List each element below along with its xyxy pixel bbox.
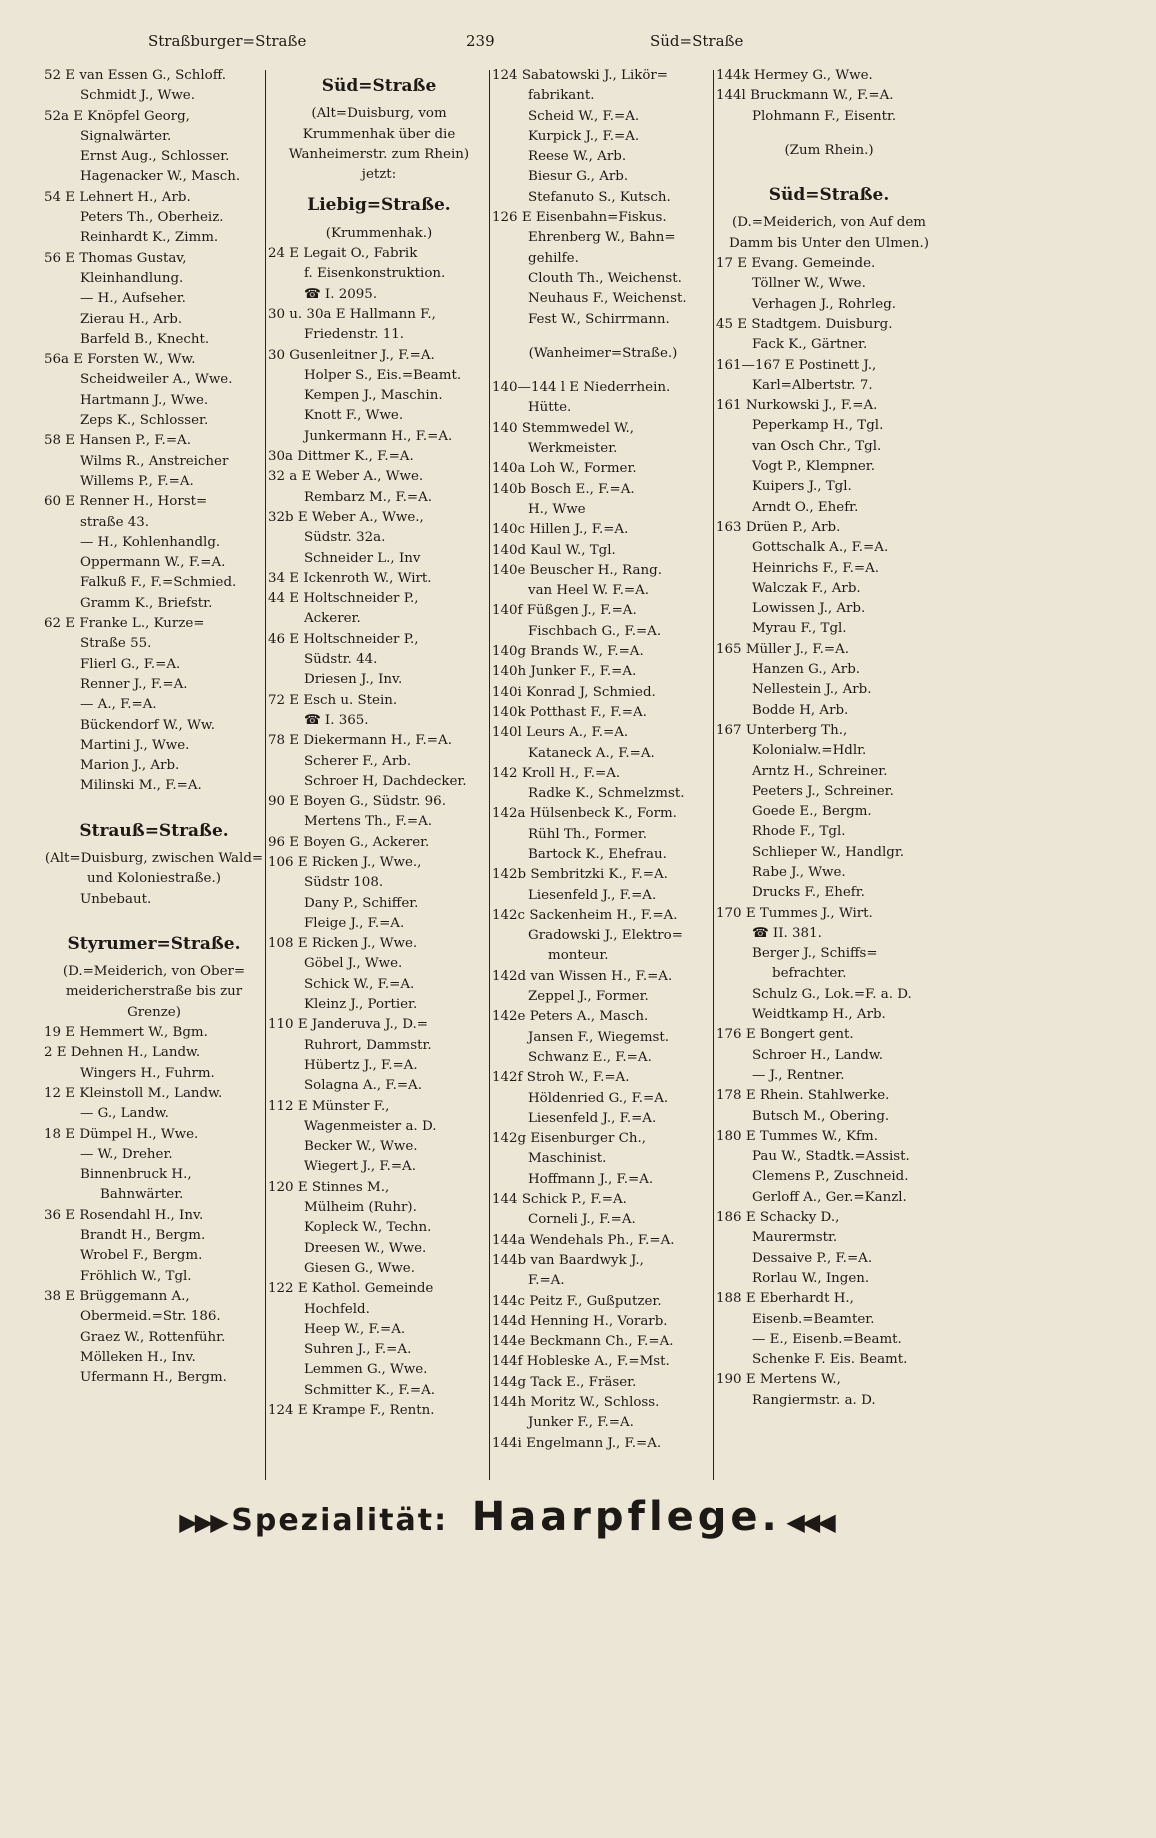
directory-entry: 140h Junker F., F.=A. — [492, 664, 637, 680]
directory-entry: Biesur G., Arb. — [528, 169, 629, 185]
directory-entry: gehilfe. — [528, 250, 579, 266]
directory-entry: Neuhaus F., Weichenst. — [528, 291, 687, 307]
directory-entry: Straße 55. — [80, 636, 152, 652]
directory-entry: 144k Hermey G., Wwe. — [716, 68, 873, 83]
directory-entry: 180 E Tummes W., Kfm. — [716, 1128, 878, 1144]
directory-entry: 142d van Wissen H., F.=A. — [492, 968, 673, 984]
directory-entry: Walczak F., Arb. — [752, 580, 861, 596]
directory-entry: Ehrenberg W., Bahn= — [528, 230, 676, 246]
directory-entry: Kurpick J., F.=A. — [528, 128, 640, 144]
directory-entry: Arndt O., Ehefr. — [752, 499, 859, 515]
directory-entry: Wingers H., Fuhrm. — [80, 1065, 215, 1081]
directory-entry: Mertens Th., F.=A. — [304, 814, 433, 830]
directory-entry: 140f Füßgen J., F.=A. — [492, 603, 637, 619]
directory-entry: H., Wwe — [528, 501, 586, 517]
directory-entry: Plohmann F., Eisentr. — [752, 108, 897, 124]
directory-entry: 144d Henning H., Vorarb. — [492, 1313, 668, 1329]
banner-slogan: Haarpflege. — [471, 1494, 781, 1540]
directory-entry: befrachter. — [772, 966, 847, 982]
directory-entry: 106 E Ricken J., Wwe., — [268, 854, 422, 870]
directory-entry: Südstr. 32a. — [304, 530, 386, 546]
directory-entry: Ruhrort, Dammstr. — [304, 1037, 432, 1053]
directory-entry: Rorlau W., Ingen. — [752, 1270, 870, 1286]
directory-entry: 178 E Rhein. Stahlwerke. — [716, 1088, 890, 1104]
directory-entry: Pau W., Stadtk.=Assist. — [752, 1149, 910, 1165]
directory-entry: Ernst Aug., Schlosser. — [80, 149, 230, 165]
directory-entry: 56a E Forsten W., Ww. — [44, 352, 196, 368]
directory-entry: 56 E Thomas Gustav, — [44, 250, 187, 266]
directory-entry: Scherer F., Arb. — [304, 753, 412, 769]
street-note: (D.=Meiderich, von Auf dem Damm bis Unter den Ulmen.) — [729, 215, 929, 251]
directory-entry: — J., Rentner. — [752, 1067, 845, 1083]
directory-entry: 142 Kroll H., F.=A. — [492, 765, 621, 781]
directory-entry: Eisenb.=Beamter. — [752, 1311, 875, 1327]
directory-entry: Scheidweiler A., Wwe. — [80, 372, 233, 388]
directory-entry: 126 E Eisenbahn=Fiskus. — [492, 210, 667, 226]
directory-entry: 190 E Mertens W., — [716, 1372, 841, 1388]
directory-entry: Hütte. — [528, 400, 572, 416]
directory-entry: — G., Landw. — [80, 1106, 169, 1122]
directory-entry: Myrau F., Tgl. — [752, 621, 847, 637]
directory-entry: Bahnwärter. — [100, 1187, 184, 1203]
directory-entry: 32b E Weber A., Wwe., — [268, 509, 424, 525]
directory-entry: 36 E Rosendahl H., Inv. — [44, 1207, 204, 1223]
directory-entry: Ackerer. — [304, 611, 361, 627]
directory-entry: Maurermstr. — [752, 1230, 838, 1246]
directory-entry: 52a E Knöpfel Georg, — [44, 108, 190, 124]
directory-entry: Fröhlich W., Tgl. — [80, 1268, 192, 1284]
directory-entry: Hagenacker W., Masch. — [80, 169, 241, 185]
street-heading: Liebig=Straße. — [307, 195, 451, 216]
directory-entry: Zeps K., Schlosser. — [80, 413, 209, 429]
directory-entry: Radke K., Schmelzmst. — [528, 786, 685, 802]
directory-entry: F.=A. — [528, 1273, 565, 1289]
directory-entry: 161—167 E Postinett J., — [716, 357, 877, 373]
directory-entry: Hübertz J., F.=A. — [304, 1057, 418, 1073]
directory-entry: Schwanz E., F.=A. — [528, 1049, 652, 1065]
spacer — [492, 330, 714, 344]
directory-entry: Höldenried G., F.=A. — [528, 1090, 669, 1106]
directory-entry: Kleinhandlung. — [80, 270, 184, 286]
directory-entry: Fischbach G., F.=A. — [528, 623, 662, 639]
directory-entry: ☎ I. 365. — [304, 712, 369, 728]
directory-entry: Schmitter K., F.=A. — [304, 1382, 436, 1398]
column-3 — [492, 66, 714, 1484]
directory-entry: 144 Schick P., F.=A. — [492, 1192, 627, 1208]
directory-entry: 140e Beuscher H., Rang. — [492, 562, 662, 578]
directory-entry: Bodde H, Arb. — [752, 702, 849, 718]
ornament-right: ◀◀◀ — [786, 1508, 833, 1536]
directory-entry: 18 E Dümpel H., Wwe. — [44, 1126, 199, 1142]
directory-entry: Kempen J., Maschin. — [304, 388, 443, 404]
directory-entry: Verhagen J., Rohrleg. — [752, 296, 897, 312]
directory-entry: 12 E Kleinstoll M., Landw. — [44, 1085, 223, 1101]
directory-entry: Friedenstr. 11. — [304, 327, 405, 343]
directory-entry: Göbel J., Wwe. — [304, 956, 403, 972]
directory-entry: Gerloff A., Ger.=Kanzl. — [752, 1189, 907, 1205]
page-number: 239 — [466, 32, 495, 50]
directory-entry: Hochfeld. — [304, 1301, 370, 1317]
directory-entry: Schroer H., Landw. — [752, 1047, 883, 1063]
directory-entry: — W., Dreher. — [80, 1146, 173, 1162]
directory-entry: Goede E., Bergm. — [752, 804, 872, 820]
ornament-left: ▶▶▶ — [179, 1508, 226, 1536]
directory-entry: 167 Unterberg Th., — [716, 722, 848, 738]
directory-entry: 163 Drüen P., Arb. — [716, 519, 841, 535]
directory-entry: Stefanuto S., Kutsch. — [528, 189, 671, 205]
directory-entry: Kleinz J., Portier. — [304, 997, 418, 1013]
directory-entry: Signalwärter. — [80, 128, 172, 144]
directory-entry: Dany P., Schiffer. — [304, 895, 419, 911]
directory-entry: 110 E Janderuva J., D.= — [268, 1017, 428, 1033]
directory-entry: Zeppel J., Former. — [528, 989, 649, 1005]
directory-entry: Schneider L., Inv — [304, 550, 421, 566]
directory-entry: Clouth Th., Weichenst. — [528, 270, 682, 286]
directory-entry: Brandt H., Bergm. — [80, 1228, 206, 1244]
directory-entry: Schlieper W., Handlgr. — [752, 844, 905, 860]
street-note: (D.=Meiderich, von Ober= meidericherstraße bis zur Grenze) — [62, 964, 246, 1020]
directory-entry: 44 E Holtschneider P., — [268, 591, 419, 607]
directory-entry: Karl=Albertstr. 7. — [752, 377, 873, 393]
directory-entry: Becker W., Wwe. — [304, 1139, 418, 1155]
directory-entry: Lowissen J., Arb. — [752, 601, 866, 617]
directory-entry: 30a Dittmer K., F.=A. — [268, 449, 414, 465]
directory-entry: 62 E Franke L., Kurze= — [44, 616, 205, 632]
directory-entry: 124 E Krampe F., Rentn. — [268, 1403, 435, 1418]
street-note: (Zum Rhein.) — [784, 142, 874, 158]
directory-entry: Nellestein J., Arb. — [752, 682, 872, 698]
directory-entry: Rühl Th., Former. — [528, 826, 648, 842]
directory-entry: 144e Beckmann Ch., F.=A. — [492, 1334, 674, 1350]
directory-entry: Fest W., Schirrmann. — [528, 311, 670, 327]
column-rule — [489, 70, 490, 1480]
directory-entry: Vogt P., Klempner. — [752, 459, 875, 475]
directory-entry: 144f Hobleske A., F.=Mst. — [492, 1354, 670, 1370]
running-head-right: Süd=Straße — [650, 32, 744, 50]
directory-entry: 140k Potthast F., F.=A. — [492, 704, 647, 720]
directory-entry: Kataneck A., F.=A. — [528, 745, 655, 761]
directory-entry: 186 E Schacky D., — [716, 1210, 840, 1226]
directory-entry: Marion J., Arb. — [80, 758, 180, 774]
directory-entry: 24 E Legait O., Fabrik — [268, 246, 418, 262]
directory-entry: van Osch Chr., Tgl. — [752, 438, 882, 454]
street-note: (Alt=Duisburg, vom Krummenhak über die Wanheimerstr. zum Rhein) — [288, 106, 470, 162]
directory-entry: Hoffmann J., F.=A. — [528, 1171, 654, 1187]
directory-entry: Wiegert J., F.=A. — [304, 1159, 416, 1175]
directory-entry: 112 E Münster F., — [268, 1098, 390, 1114]
street-heading: Süd=Straße. — [768, 185, 890, 206]
directory-entry: Lemmen G., Wwe. — [304, 1362, 428, 1378]
directory-entry: 122 E Kathol. Gemeinde — [268, 1281, 434, 1297]
directory-entry: Schroer H, Dachdecker. — [304, 773, 467, 789]
running-head — [0, 32, 986, 56]
directory-entry: Bückendorf W., Ww. — [80, 717, 215, 733]
directory-entry: 38 E Brüggemann A., — [44, 1288, 190, 1304]
directory-entry: 144g Tack E., Fräser. — [492, 1374, 637, 1390]
directory-entry: Binnenbruck H., — [80, 1167, 192, 1183]
column-4 — [716, 66, 942, 1484]
directory-entry: Jansen F., Wiegemst. — [528, 1029, 670, 1045]
directory-entry: Giesen G., Wwe. — [304, 1260, 415, 1276]
directory-entry: Schmidt J., Wwe. — [80, 88, 195, 104]
directory-entry: monteur. — [548, 948, 609, 964]
directory-entry: 32 a E Weber A., Wwe. — [268, 469, 424, 485]
directory-entry: van Heel W. F.=A. — [528, 583, 650, 599]
directory-entry: Willems P., F.=A. — [80, 473, 194, 489]
directory-entry: ☎ I. 2095. — [304, 286, 378, 302]
directory-entry: Ufermann H., Bergm. — [80, 1370, 227, 1386]
directory-entry: Gottschalk A., F.=A. — [752, 540, 889, 556]
directory-entry: Heep W., F.=A. — [304, 1321, 406, 1337]
spacer — [716, 161, 942, 175]
directory-entry: Maschinist. — [528, 1151, 607, 1167]
directory-entry: Töllner W., Wwe. — [752, 276, 866, 292]
directory-entry: 144b van Baardwyk J., — [492, 1252, 644, 1268]
directory-entry: 120 E Stinnes M., — [268, 1179, 390, 1195]
directory-entry: 140—144 l E Niederrhein. — [492, 380, 671, 396]
spacer — [44, 797, 264, 811]
directory-entry: Mülheim (Ruhr). — [304, 1200, 417, 1216]
directory-entry: Südstr. 44. — [304, 652, 378, 668]
directory-entry: Gramm K., Briefstr. — [80, 595, 213, 611]
directory-entry: Butsch M., Obering. — [752, 1108, 890, 1124]
directory-entry: Dreesen W., Wwe. — [304, 1240, 427, 1256]
directory-entry: Corneli J., F.=A. — [528, 1212, 636, 1228]
directory-entry: 34 E Ickenroth W., Wirt. — [268, 570, 432, 586]
directory-entry: Rangiermstr. a. D. — [752, 1392, 876, 1408]
street-heading: Styrumer=Straße. — [67, 933, 241, 954]
directory-entry: Barfeld B., Knecht. — [80, 331, 210, 347]
directory-entry: ☎ II. 381. — [752, 925, 822, 941]
directory-entry: 140d Kaul W., Tgl. — [492, 542, 616, 558]
directory-entry: Peters Th., Oberheiz. — [80, 210, 224, 226]
directory-entry: 140l Leurs A., F.=A. — [492, 725, 629, 741]
directory-entry: Schulz G., Lok.=F. a. D. — [752, 986, 912, 1002]
directory-entry: Reese W., Arb. — [528, 149, 627, 165]
directory-entry: straße 43. — [80, 514, 150, 530]
directory-entry: — A., F.=A. — [80, 697, 157, 713]
directory-entry: 19 E Hemmert W., Bgm. — [44, 1025, 208, 1041]
directory-entry: Berger J., Schiffs= — [752, 946, 878, 962]
directory-entry: Peperkamp H., Tgl. — [752, 418, 884, 434]
directory-entry: Obermeid.=Str. 186. — [80, 1309, 221, 1325]
directory-entry: Gradowski J., Elektro= — [528, 928, 683, 944]
directory-entry: Rembarz M., F.=A. — [304, 489, 433, 505]
directory-entry: 144l Bruckmann W., F.=A. — [716, 88, 894, 104]
advertisement-banner — [72, 1494, 940, 1546]
directory-entry: 144a Wendehals Ph., F.=A. — [492, 1232, 675, 1248]
directory-entry: 45 E Stadtgem. Duisburg. — [716, 316, 893, 332]
directory-entry: Milinski M., F.=A. — [80, 778, 202, 794]
directory-entry: Dessaive P., F.=A. — [752, 1250, 873, 1266]
banner-label: Spezialität: — [231, 1503, 449, 1538]
spacer — [44, 910, 264, 924]
spacer — [716, 127, 942, 141]
directory-entry: Arntz H., Schreiner. — [752, 763, 888, 779]
directory-entry: 165 Müller J., F.=A. — [716, 641, 850, 657]
directory-entry: 140g Brands W., F.=A. — [492, 644, 644, 660]
directory-entry: Graez W., Rottenführ. — [80, 1329, 226, 1345]
directory-entry: Oppermann W., F.=A. — [80, 555, 226, 571]
directory-entry: Hanzen G., Arb. — [752, 662, 861, 678]
directory-entry: 144i Engelmann J., F.=A. — [492, 1435, 662, 1451]
directory-entry: Bartock K., Ehefrau. — [528, 846, 667, 862]
directory-entry: — H., Aufseher. — [80, 291, 186, 307]
directory-entry: Weidtkamp H., Arb. — [752, 1007, 886, 1023]
running-head-left: Straßburger=Straße — [148, 32, 307, 50]
spacer — [492, 364, 714, 378]
directory-entry: 90 E Boyen G., Südstr. 96. — [268, 794, 446, 810]
directory-entry: Knott F., Wwe. — [304, 408, 404, 424]
directory-entry: Martini J., Wwe. — [80, 737, 190, 753]
directory-entry: Renner J., F.=A. — [80, 676, 188, 692]
directory-entry: Unbebaut. — [80, 891, 152, 907]
directory-entry: 140a Loh W., Former. — [492, 461, 637, 477]
directory-entry: — E., Eisenb.=Beamt. — [752, 1331, 902, 1347]
directory-entry: Suhren J., F.=A. — [304, 1342, 412, 1358]
directory-entry: Werkmeister. — [528, 441, 618, 457]
directory-entry: Südstr 108. — [304, 875, 384, 891]
directory-entry: fabrikant. — [528, 88, 595, 104]
street-note: (Krummenhak.) — [325, 225, 433, 241]
street-note: jetzt: — [361, 167, 397, 183]
directory-entry: Driesen J., Inv. — [304, 672, 403, 688]
directory-entry: Junkermann H., F.=A. — [304, 428, 453, 444]
directory-entry: 140i Konrad J, Schmied. — [492, 684, 656, 700]
directory-entry: 17 E Evang. Gemeinde. — [716, 256, 876, 272]
directory-entry: 140 Stemmwedel W., — [492, 420, 635, 436]
directory-entry: 170 E Tummes J., Wirt. — [716, 905, 873, 921]
column-2 — [268, 66, 490, 1484]
directory-entry: 142e Peters A., Masch. — [492, 1009, 649, 1025]
directory-entry: Kuipers J., Tgl. — [752, 479, 852, 495]
directory-entry: Kopleck W., Techn. — [304, 1220, 432, 1236]
directory-entry: 96 E Boyen G., Ackerer. — [268, 834, 430, 850]
directory-entry: 161 Nurkowski J., F.=A. — [716, 398, 878, 414]
directory-entry: Peeters J., Schreiner. — [752, 783, 894, 799]
directory-entry: 140b Bosch E., F.=A. — [492, 481, 635, 497]
directory-entry: 46 E Holtschneider P., — [268, 631, 419, 647]
directory-entry: 142a Hülsenbeck K., Form. — [492, 806, 677, 822]
directory-entry: Scheid W., F.=A. — [528, 108, 640, 124]
column-rule — [265, 70, 266, 1480]
directory-entry: Fleige J., F.=A. — [304, 915, 405, 931]
directory-entry: Wilms R., Anstreicher — [80, 453, 229, 469]
street-note: (Wanheimer=Straße.) — [528, 345, 678, 361]
directory-entry: 124 Sabatowski J., Likör= — [492, 68, 669, 83]
directory-entry: 52 E van Essen G., Schloff. — [44, 68, 227, 83]
directory-entry: Mölleken H., Inv. — [80, 1349, 196, 1365]
directory-entry: Clemens P., Zuschneid. — [752, 1169, 909, 1185]
directory-entry: 58 E Hansen P., F.=A. — [44, 433, 191, 449]
street-heading: Strauß=Straße. — [79, 820, 229, 841]
directory-entry: f. Eisenkonstruktion. — [304, 266, 446, 282]
directory-entry: Junker F., F.=A. — [528, 1415, 634, 1431]
directory-entry: Flierl G., F.=A. — [80, 656, 181, 672]
directory-entry: 144c Peitz F., Gußputzer. — [492, 1293, 662, 1309]
column-rule — [713, 70, 714, 1480]
directory-entry: 142c Sackenheim H., F.=A. — [492, 907, 678, 923]
directory-entry: 2 E Dehnen H., Landw. — [44, 1045, 201, 1061]
street-note: (Alt=Duisburg, zwischen Wald= und Koloniestraße.) — [44, 850, 264, 887]
directory-entry: Zierau H., Arb. — [80, 311, 183, 327]
directory-entry: Solagna A., F.=A. — [304, 1078, 422, 1094]
directory-entry: Rhode F., Tgl. — [752, 824, 846, 840]
directory-entry: Drucks F., Ehefr. — [752, 885, 865, 901]
directory-entry: Wrobel F., Bergm. — [80, 1248, 203, 1264]
directory-entry: 142b Sembritzki K., F.=A. — [492, 867, 668, 883]
directory-entry: Holper S., Eis.=Beamt. — [304, 367, 462, 383]
directory-entry: Rabe J., Wwe. — [752, 864, 846, 880]
column-1 — [44, 66, 264, 1484]
directory-entry: Liesenfeld J., F.=A. — [528, 887, 657, 903]
directory-entry: 142f Stroh W., F.=A. — [492, 1070, 630, 1086]
directory-entry: 54 E Lehnert H., Arb. — [44, 189, 191, 205]
directory-entry: Hartmann J., Wwe. — [80, 392, 209, 408]
directory-entry: 140c Hillen J., F.=A. — [492, 522, 629, 538]
directory-entry: Kolonialw.=Hdlr. — [752, 743, 867, 759]
directory-entry: Schenke F. Eis. Beamt. — [752, 1352, 908, 1368]
directory-entry: Reinhardt K., Zimm. — [80, 230, 219, 246]
directory-entry: — H., Kohlenhandlg. — [80, 534, 221, 550]
directory-entry: Fack K., Gärtner. — [752, 337, 868, 353]
directory-entry: 144h Moritz W., Schloss. — [492, 1395, 660, 1410]
directory-entry: 188 E Eberhardt H., — [716, 1291, 854, 1307]
directory-entry: 108 E Ricken J., Wwe. — [268, 936, 418, 952]
directory-entry: Schick W., F.=A. — [304, 976, 415, 992]
directory-entry: Wagenmeister a. D. — [304, 1118, 437, 1134]
directory-entry: 78 E Diekermann H., F.=A. — [268, 733, 452, 749]
directory-entry: 30 Gusenleitner J., F.=A. — [268, 347, 435, 363]
directory-entry: 72 E Esch u. Stein. — [268, 692, 398, 708]
directory-entry: 142g Eisenburger Ch., — [492, 1131, 646, 1147]
directory-entry: 60 E Renner H., Horst= — [44, 494, 208, 510]
directory-entry: 176 E Bongert gent. — [716, 1027, 854, 1043]
directory-entry: Heinrichs F., F.=A. — [752, 560, 880, 576]
directory-entry: Liesenfeld J., F.=A. — [528, 1110, 657, 1126]
directory-entry: 30 u. 30a E Hallmann F., — [268, 306, 436, 322]
directory-entry: Falkuß F., F.=Schmied. — [80, 575, 237, 591]
street-heading: Süd=Straße — [321, 76, 437, 96]
